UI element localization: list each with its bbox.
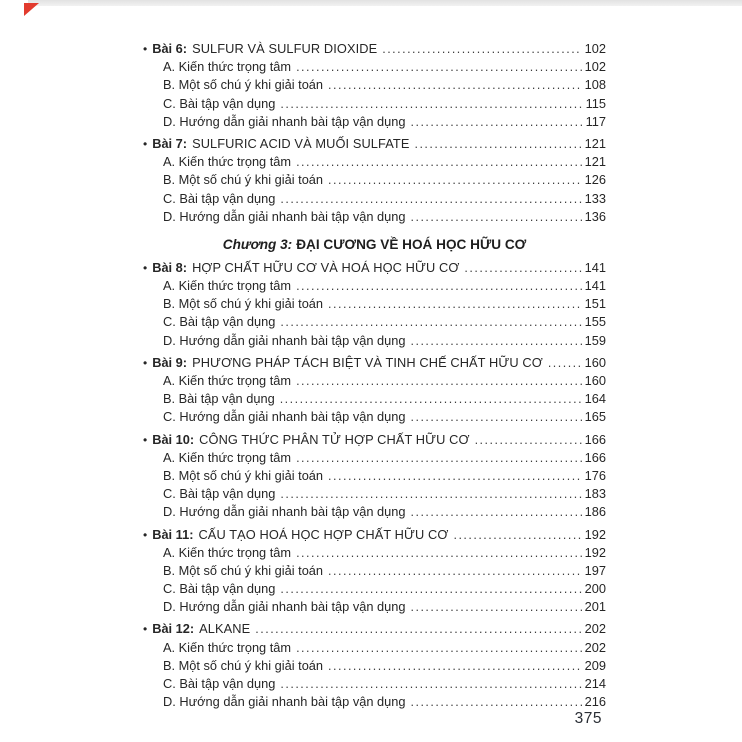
lesson-page-number: 102 [584,41,606,56]
chapter-heading-prefix: Chương 3: [222,236,293,252]
subitem-page-number: 197 [584,562,606,578]
toc-subitem-row [143,503,606,521]
subitem-text: D. Hướng dẫn giải nhanh bài tập vận dụng [163,113,406,129]
subitem-text: C. Bài tập vận dụng [163,190,276,206]
subitem-text: C. Bài tập vận dụng [163,95,276,111]
dot-leader [296,544,582,562]
dot-leader [296,639,582,657]
toc-subitem-row [143,76,606,94]
lesson-page-number: 192 [584,526,606,542]
subitem-text: A. Kiến thức trọng tâm [163,544,292,560]
lesson-label: Bài 6: [152,41,188,56]
lesson-title: SULFURIC ACID VÀ MUỐI SULFATE [192,135,410,151]
toc-subitem-row [143,277,606,295]
subitem-text: B. Một số chú ý khi giải toán [163,172,324,188]
toc-subitem-row [143,190,606,208]
dot-leader [453,526,581,544]
subitem-page-number: 102 [584,59,606,75]
subitem-text: D. Hướng dẫn giải nhanh bài tập vận dụng [163,208,406,224]
subitem-page-number: 176 [584,467,606,483]
lesson-label: Bài 12: [152,621,195,637]
toc-lesson-heading-row [143,526,606,544]
subitem-text: B. Một số chú ý khi giải toán [163,562,324,578]
subitem-text: B. Bài tập vận dụng [163,391,275,407]
toc-subitem-row [143,390,606,408]
dot-leader [414,135,581,153]
lesson-page-number: 202 [584,621,606,637]
dot-leader [328,76,582,94]
subitem-text: D. Hướng dẫn giải nhanh bài tập vận dụng [163,694,406,710]
toc-subitem-row [143,95,606,113]
subitem-page-number: 121 [584,154,606,170]
subitem-text: C. Bài tập vận dụng [163,486,276,502]
toc-subitem-row [143,675,606,693]
toc-lesson-block [143,40,606,131]
toc-subitem-row [143,372,606,390]
lesson-page-number: 121 [584,135,606,151]
toc-lesson-block [143,259,606,350]
lesson-title: PHƯƠNG PHÁP TÁCH BIỆT VÀ TINH CHẾ CHẤT HỮU CƠ [192,354,543,370]
toc-subitem-row [143,580,606,598]
toc-subitem-row [143,153,606,171]
toc-lesson-heading-row [143,431,606,449]
toc-lesson-heading-row [143,354,606,372]
toc-subitem-row [143,332,606,350]
dot-leader [548,354,582,372]
toc-subitem-row [143,449,606,467]
dot-leader [280,95,582,113]
toc-subitem-row [143,639,606,657]
subitem-page-number: 183 [584,486,606,502]
subitem-page-number: 202 [584,639,606,655]
subitem-page-number: 126 [584,172,606,188]
subitem-page-number: 164 [584,391,606,407]
subitem-page-number: 160 [584,373,606,388]
subitem-page-number: 216 [584,694,606,710]
toc-subitem-row [143,467,606,485]
subitem-text: A. Kiến thức trọng tâm [163,373,292,388]
subitem-page-number: 141 [584,278,606,294]
lesson-label: Bài 7: [152,135,188,151]
dot-leader [280,580,581,598]
dot-leader [328,657,582,675]
subitem-text: D. Hướng dẫn giải nhanh bài tập vận dụng [163,332,406,348]
dot-leader [382,40,581,58]
bullet-icon: • [143,42,148,56]
toc-subitem-row [143,58,606,76]
subitem-page-number: 192 [584,544,606,560]
toc-lesson-heading-row [143,135,606,153]
subitem-page-number: 133 [584,190,606,206]
bullet-icon: • [143,355,148,370]
dot-leader [411,332,582,350]
lesson-page-number: 141 [584,259,606,275]
dot-leader [280,190,581,208]
toc-subitem-row [143,562,606,580]
subitem-text: A. Kiến thức trọng tâm [163,278,292,294]
lesson-label: Bài 11: [152,526,194,542]
toc-lesson-block [143,620,606,711]
dot-leader [411,113,583,131]
toc-subitem-row [143,485,606,503]
dot-leader [328,295,582,313]
subitem-text: A. Kiến thức trọng tâm [163,59,292,75]
bullet-icon: • [143,136,148,151]
dot-leader [280,675,581,693]
toc-lesson-block [143,431,606,522]
dot-leader [411,693,582,711]
dot-leader [328,467,582,485]
subitem-text: C. Bài tập vận dụng [163,676,276,691]
dot-leader [255,620,581,638]
dot-leader [296,58,582,76]
toc-subitem-row [143,544,606,562]
subitem-page-number: 209 [584,657,606,673]
table-of-contents [143,40,606,711]
subitem-page-number: 159 [584,332,606,348]
dot-leader [296,372,582,390]
red-corner-mark [24,3,39,16]
toc-subitem-row [143,408,606,426]
dot-leader [328,171,582,189]
subitem-text: C. Bài tập vận dụng [163,581,276,597]
toc-subitem-row [143,313,606,331]
toc-lesson-heading-row [143,259,606,277]
subitem-text: C. Hướng dẫn giải nhanh bài tập vận dụng [163,409,406,425]
toc-subitem-row [143,113,606,131]
dot-leader [411,503,582,521]
lesson-label: Bài 10: [152,431,195,447]
toc-lesson-block [143,354,606,427]
lesson-title: SULFUR VÀ SULFUR DIOXIDE [192,41,378,56]
dot-leader [296,153,582,171]
subitem-page-number: 186 [584,504,606,520]
lesson-title: ALKANE [199,621,251,637]
subitem-page-number: 151 [584,296,606,312]
scan-edge-bar [28,0,742,6]
subitem-text: B. Một số chú ý khi giải toán [163,77,324,93]
subitem-text: B. Một số chú ý khi giải toán [163,657,324,673]
subitem-text: A. Kiến thức trọng tâm [163,154,292,170]
subitem-page-number: 166 [584,449,606,465]
toc-subitem-row [143,171,606,189]
dot-leader [280,313,581,331]
dot-leader [280,390,582,408]
dot-leader [475,431,582,449]
lesson-page-number: 166 [584,431,606,447]
subitem-page-number: 201 [584,599,606,615]
subitem-page-number: 200 [584,581,606,597]
toc-lesson-block [143,526,606,617]
dot-leader [296,277,582,295]
toc-subitem-row [143,295,606,313]
lesson-label: Bài 9: [152,354,188,370]
subitem-page-number: 155 [584,314,606,330]
subitem-page-number: 115 [585,95,606,111]
lesson-title: CẤU TẠO HOÁ HỌC HỢP CHẤT HỮU CƠ [198,526,449,542]
lesson-title: CÔNG THỨC PHÂN TỬ HỢP CHẤT HỮU CƠ [199,431,470,447]
toc-lesson-heading-row [143,620,606,638]
lesson-title: HỢP CHẤT HỮU CƠ VÀ HOÁ HỌC HỮU CƠ [192,259,460,275]
toc-subitem-row [143,598,606,616]
subitem-text: D. Hướng dẫn giải nhanh bài tập vận dụng [163,504,406,520]
dot-leader [411,408,582,426]
bullet-icon: • [143,260,148,275]
bullet-icon: • [143,622,148,637]
dot-leader [411,208,582,226]
chapter-heading-title: ĐẠI CƯƠNG VỀ HOÁ HỌC HỮU CƠ [296,236,527,252]
subitem-text: B. Một số chú ý khi giải toán [163,467,324,483]
toc-lesson-block [143,135,606,226]
lesson-label: Bài 8: [152,259,188,275]
toc-subitem-row [143,208,606,226]
subitem-text: D. Hướng dẫn giải nhanh bài tập vận dụng [163,599,406,615]
subitem-page-number: 214 [584,676,606,691]
page-number: 375 [574,710,602,727]
chapter-heading [143,235,606,255]
subitem-page-number: 117 [585,113,606,129]
subitem-page-number: 165 [584,409,606,425]
dot-leader [464,259,581,277]
lesson-page-number: 160 [584,354,606,370]
subitem-text: B. Một số chú ý khi giải toán [163,296,324,312]
toc-lesson-heading-row [143,40,606,58]
subitem-text: C. Bài tập vận dụng [163,314,276,330]
subitem-page-number: 108 [584,77,606,93]
dot-leader [411,598,582,616]
dot-leader [280,485,581,503]
dot-leader [296,449,582,467]
dot-leader [328,562,582,580]
subitem-text: A. Kiến thức trọng tâm [163,449,292,465]
subitem-text: A. Kiến thức trọng tâm [163,639,292,655]
toc-subitem-row [143,693,606,711]
bullet-icon: • [143,432,148,447]
toc-subitem-row [143,657,606,675]
bullet-icon: • [143,527,148,542]
subitem-page-number: 136 [584,208,606,224]
